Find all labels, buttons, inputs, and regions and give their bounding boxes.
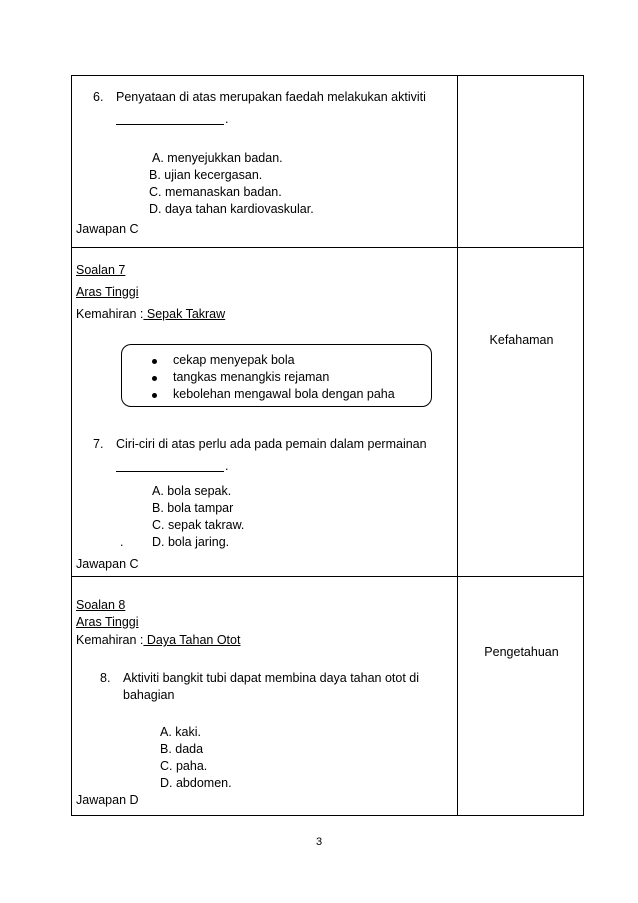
q7-statement-box	[121, 344, 432, 407]
q7-kemahiran-topic: Sepak Takraw	[143, 307, 226, 321]
q8-category: Pengetahuan	[484, 645, 559, 659]
q6-option-b: B. ujian kecergasan.	[149, 168, 263, 182]
q7-bullet-1: cekap menyepak bola	[173, 353, 295, 367]
q7-answer: Jawapan C	[76, 557, 139, 571]
q7-answer-blank	[116, 471, 224, 472]
q7-kemahiran	[76, 307, 225, 322]
q6-number: 6.	[93, 90, 104, 104]
q8-soalan-label: Soalan 8	[76, 598, 126, 612]
q7-category: Kefahaman	[489, 333, 554, 347]
question-table	[71, 75, 584, 816]
q7-aras-label: Aras Tinggi	[76, 285, 139, 299]
q7-soalan-label: Soalan 7	[76, 263, 126, 277]
q8-kemahiran	[76, 633, 240, 648]
q7-bullet-2: tangkas menangkis rejaman	[173, 370, 330, 384]
q8-answer: Jawapan D	[76, 793, 139, 807]
q8-option-d: D. abdomen.	[160, 776, 232, 790]
q7-blank-end: .	[225, 459, 229, 473]
q8-number: 8.	[100, 671, 111, 685]
q7-kemahiran-prefix: Kemahiran :	[76, 307, 144, 321]
bullet-icon	[152, 376, 157, 381]
q7-option-d: D. bola jaring.	[152, 535, 230, 549]
q7-question: Ciri-ciri di atas perlu ada pada pemain dalam permainan	[116, 437, 427, 451]
q6-blank-end: .	[225, 112, 229, 126]
q7-option-b: B. bola tampar	[152, 501, 234, 515]
column-divider	[457, 76, 458, 815]
q8-kemahiran-prefix: Kemahiran :	[76, 633, 144, 647]
row-divider-2	[72, 576, 583, 577]
q7-stray-dot: .	[120, 535, 124, 549]
q6-option-d: D. daya tahan kardiovaskular.	[149, 202, 314, 216]
q6-answer-blank	[116, 124, 224, 125]
q7-bullet-3: kebolehan mengawal bola dengan paha	[173, 387, 395, 401]
q6-question: Penyataan di atas merupakan faedah melakukan aktiviti	[116, 90, 426, 104]
q8-question-line-2: bahagian	[123, 688, 175, 702]
q7-option-a: A. bola sepak.	[152, 484, 232, 498]
q8-kemahiran-topic: Daya Tahan Otot	[143, 633, 241, 647]
q8-option-b: B. dada	[160, 742, 204, 756]
q8-option-c: C. paha.	[160, 759, 208, 773]
row-divider-1	[72, 247, 583, 248]
q6-option-c: C. memanaskan badan.	[149, 185, 282, 199]
q7-number: 7.	[93, 437, 104, 451]
page-number: 3	[315, 836, 323, 848]
bullet-icon	[152, 393, 157, 398]
q8-question-line-1: Aktiviti bangkit tubi dapat membina daya tahan otot di	[123, 671, 420, 685]
bullet-icon	[152, 359, 157, 364]
q6-answer: Jawapan C	[76, 222, 139, 236]
q6-option-a: A. menyejukkan badan.	[152, 151, 283, 165]
q8-aras-label: Aras Tinggi	[76, 615, 139, 629]
q7-option-c: C. sepak takraw.	[152, 518, 245, 532]
q8-option-a: A. kaki.	[160, 725, 201, 739]
